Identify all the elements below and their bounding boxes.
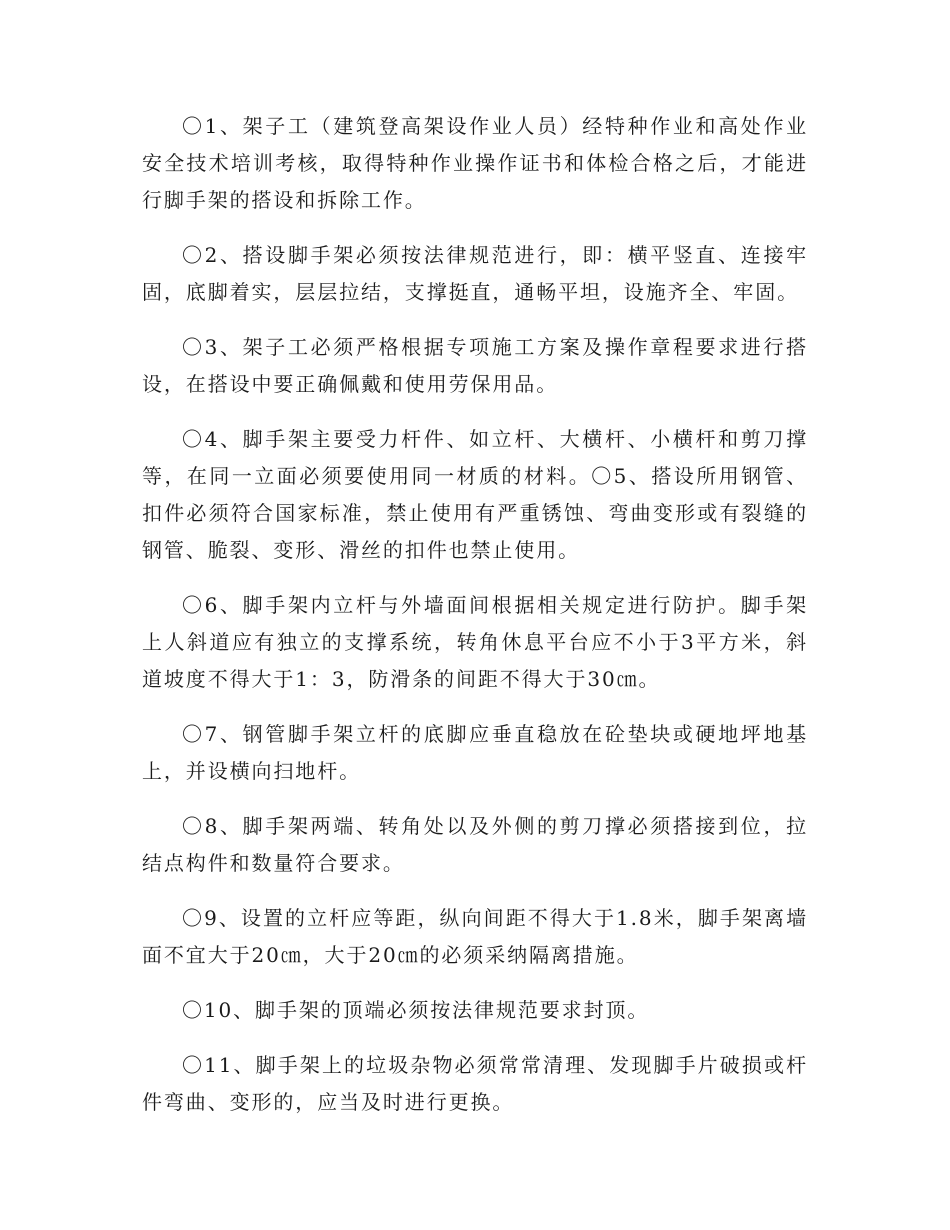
paragraph-4: 〇4、脚手架主要受力杆件、如立杆、大横杆、小横杆和剪刀撑等，在同一立面必须要使用同一材质的材料。〇5、搭设所用钢管、扣件必须符合国家标准，禁止使用有严重锈蚀、弯曲变形或有裂缝的钢管、脆裂、变形、滑丝的扣件也禁止使用。	[142, 427, 808, 562]
paragraph-5: 〇6、脚手架内立杆与外墙面间根据相关规定进行防护。脚手架上人斜道应有独立的支撑系统，转角休息平台应不小于3平方米，斜道坡度不得大于1：3，防滑条的间距不得大于30㎝。	[142, 593, 808, 691]
paragraph-2: 〇2、搭设脚手架必须按法律规范进行，即：横平竖直、连接牢固，底脚着实，层层拉结，支撑挺直，通畅平坦，设施齐全、牢固。	[142, 243, 808, 304]
paragraph-3: 〇3、架子工必须严格根据专项施工方案及操作章程要求进行搭设，在搭设中要正确佩戴和使用劳保用品。	[142, 335, 808, 396]
paragraph-1: 〇1、架子工（建筑登高架设作业人员）经特种作业和高处作业安全技术培训考核，取得特种作业操作证书和体检合格之后，才能进行脚手架的搭设和拆除工作。	[142, 114, 808, 212]
paragraph-6: 〇7、钢管脚手架立杆的底脚应垂直稳放在砼垫块或硬地坪地基上，并设横向扫地杆。	[142, 722, 808, 783]
paragraph-7: 〇8、脚手架两端、转角处以及外侧的剪刀撑必须搭接到位，拉结点构件和数量符合要求。	[142, 814, 808, 875]
paragraph-8: 〇9、设置的立杆应等距，纵向间距不得大于1.8米，脚手架离墙面不宜大于20㎝，大于20㎝的必须采纳隔离措施。	[142, 906, 808, 967]
paragraph-9: 〇10、脚手架的顶端必须按法律规范要求封顶。	[182, 998, 650, 1022]
document-body	[142, 108, 808, 1139]
paragraph-10: 〇11、脚手架上的垃圾杂物必须常常清理、发现脚手片破损或杆件弯曲、变形的，应当及时进行更换。	[142, 1053, 808, 1114]
